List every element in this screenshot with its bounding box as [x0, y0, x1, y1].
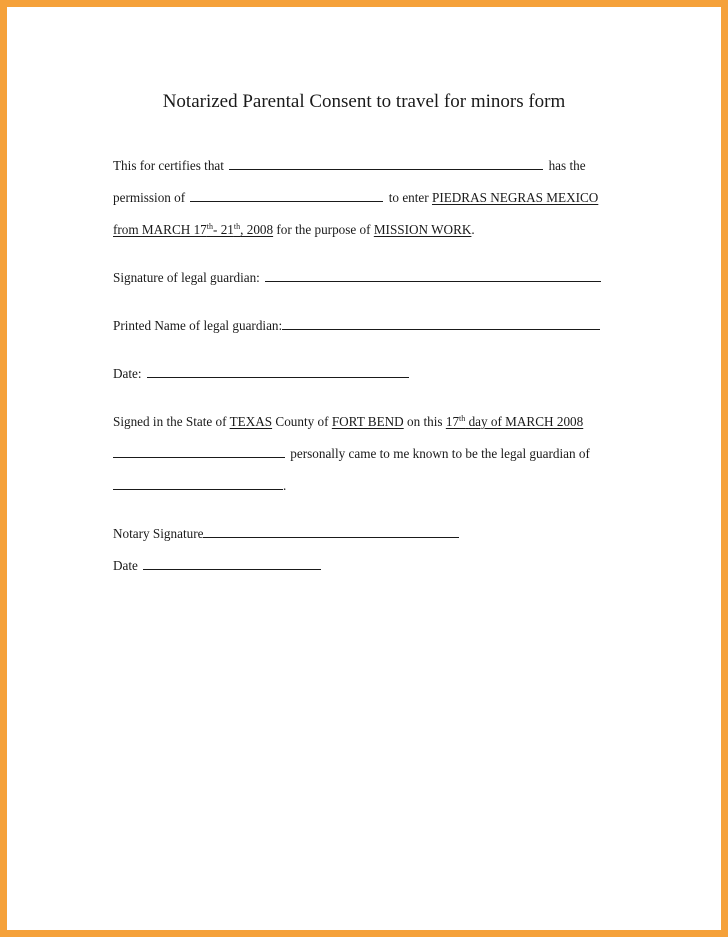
- guardian-printed-name-field[interactable]: [282, 317, 600, 330]
- notary-signature-label: Notary Signature: [113, 526, 204, 541]
- on-this-text: on this: [407, 414, 443, 429]
- signed-month-year: day of MARCH 2008: [468, 414, 584, 429]
- purpose-text: MISSION WORK: [373, 222, 472, 237]
- guardian-date-line: [113, 365, 411, 383]
- signed-day: 17: [445, 414, 460, 429]
- county-label: County of: [275, 414, 329, 429]
- personally-text: personally came to me known to be the legal guardian of: [290, 446, 590, 461]
- guardian-printed-name-label: Printed Name of legal guardian:: [113, 318, 283, 333]
- guardian-date-label: Date:: [113, 366, 142, 381]
- guardian-date-field[interactable]: [147, 365, 409, 378]
- signed-state-line: [113, 413, 583, 431]
- guardian-of-period: .: [283, 478, 287, 493]
- guardian-printed-name-line: [113, 317, 602, 335]
- travel-year: , 2008: [240, 222, 274, 237]
- parent-name-field[interactable]: [190, 189, 383, 202]
- to-day: - 21: [213, 222, 234, 237]
- document-title: Notarized Parental Consent to travel for minors form: [162, 91, 566, 112]
- guardian-of-field[interactable]: [113, 477, 283, 490]
- sup-th-1: th: [206, 222, 214, 231]
- from-month: from MARCH 17: [113, 222, 207, 237]
- state-text: TEXAS: [229, 414, 273, 429]
- county-text: FORT BEND: [331, 414, 404, 429]
- notary-signature-field[interactable]: [203, 525, 459, 538]
- travel-dates: [113, 222, 273, 237]
- signed-prefix: Signed in the State of: [113, 414, 227, 429]
- guardian-signature-field[interactable]: [265, 269, 601, 282]
- sup-th-3: th: [459, 414, 466, 423]
- minor-name-field[interactable]: [229, 157, 543, 170]
- notary-date-field[interactable]: [143, 557, 321, 570]
- notary-signature-line: [113, 525, 461, 543]
- certifies-suffix: has the: [548, 158, 586, 173]
- notary-date-label: Date: [113, 558, 138, 573]
- notary-date-line: [113, 557, 323, 575]
- notary-person-field[interactable]: [113, 445, 285, 458]
- purpose-middle: for the purpose of: [276, 222, 371, 237]
- document-page: [7, 7, 721, 930]
- guardian-signature-line: [113, 269, 603, 287]
- certifies-prefix: This for certifies that: [113, 158, 224, 173]
- permission-prefix: permission of: [113, 190, 186, 205]
- signed-date: [446, 414, 583, 429]
- guardian-of-line: [113, 477, 286, 495]
- destination-text: PIEDRAS NEGRAS MEXICO: [431, 190, 599, 205]
- permission-line: [113, 189, 598, 207]
- guardian-signature-label: Signature of legal guardian:: [113, 270, 260, 285]
- sup-th-2: th: [233, 222, 241, 231]
- purpose-end: .: [471, 222, 475, 237]
- permission-middle: to enter: [388, 190, 429, 205]
- dates-line: [113, 221, 475, 239]
- certifies-line: [113, 157, 586, 175]
- personally-line: [113, 445, 590, 463]
